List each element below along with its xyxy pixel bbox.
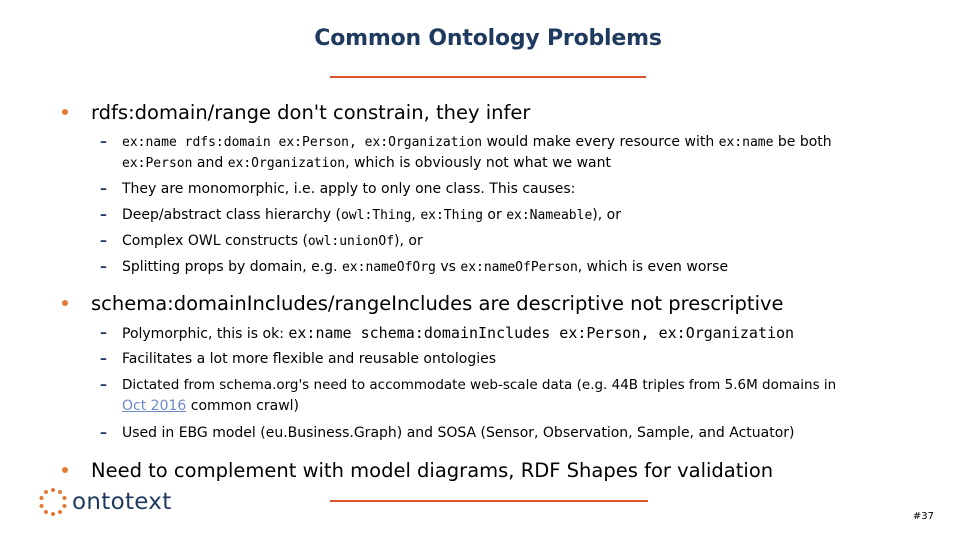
- code-snippet: ex:name schema:domainIncludes ex:Person, ex:Organization: [288, 324, 795, 342]
- logo-wordmark: ontotext: [72, 489, 172, 515]
- dash-icon: –: [100, 351, 107, 367]
- dash-icon: –: [100, 259, 107, 275]
- sub-bullet-text: Dictated from schema.org's need to accommodate web-scale data (e.g. 44B triples from 5.6M domains in: [122, 377, 837, 393]
- text-fragment: ), or: [394, 233, 423, 249]
- text-fragment: Deep/abstract class hierarchy (: [122, 207, 341, 223]
- text-fragment: Splitting props by domain, e.g.: [122, 259, 342, 275]
- dash-icon: –: [100, 233, 107, 249]
- oct-2016-link[interactable]: Oct 2016: [122, 398, 187, 414]
- bullet-dot-icon: [62, 109, 68, 115]
- footer-rule: [330, 500, 648, 502]
- code-snippet: ex:Person: [122, 156, 193, 171]
- bullet-text: Need to complement with model diagrams, RDF Shapes for validation: [91, 459, 774, 482]
- text-fragment: vs: [435, 259, 461, 275]
- bullet-dot-icon: [62, 467, 68, 473]
- code-snippet: ex:nameOfOrg: [341, 260, 436, 275]
- slide-title: Common Ontology Problems: [314, 26, 662, 51]
- bullet-dot-icon: [62, 300, 68, 306]
- ontotext-logo: [38, 486, 172, 518]
- code-snippet: ex:name: [718, 135, 774, 150]
- text-fragment: and: [192, 155, 228, 171]
- code-snippet: ex:nameOfPerson: [460, 260, 578, 275]
- sub-bullet-text: They are monomorphic, i.e. apply to only one class. This causes:: [122, 181, 576, 197]
- text-fragment: Complex OWL constructs (: [122, 233, 308, 249]
- text-fragment: common crawl): [186, 398, 300, 414]
- dash-icon: –: [100, 325, 107, 341]
- code-snippet: ex:name rdfs:domain ex:Person, ex:Organization: [122, 135, 483, 150]
- text-fragment: or: [482, 207, 507, 223]
- dash-icon: –: [100, 134, 107, 150]
- ontotext-dots-icon: [38, 487, 68, 517]
- dash-icon: –: [100, 181, 107, 197]
- text-fragment: would make every resource with: [482, 134, 719, 150]
- page-number: #37: [912, 511, 934, 522]
- text-fragment: ), or: [592, 207, 621, 223]
- bullet-text: schema:domainIncludes/rangeIncludes are descriptive not prescriptive: [91, 292, 784, 315]
- code-snippet: ex:Nameable: [506, 208, 593, 223]
- text-fragment: ,: [411, 207, 421, 223]
- title-underline: [330, 76, 646, 78]
- dash-icon: –: [100, 207, 107, 223]
- bullet-text: rdfs:domain/range don't constrain, they infer: [91, 101, 531, 124]
- code-snippet: ex:Organization: [227, 156, 346, 171]
- dash-icon: –: [100, 425, 107, 441]
- text-fragment: be both: [773, 134, 832, 150]
- code-snippet: ex:Thing: [420, 208, 483, 223]
- text-fragment: , which is obviously not what we want: [345, 155, 611, 171]
- text-fragment: , which is even worse: [577, 259, 729, 275]
- sub-bullet-text: Facilitates a lot more flexible and reusable ontologies: [122, 351, 497, 367]
- dash-icon: –: [100, 377, 107, 393]
- code-snippet: owl:Thing: [340, 208, 412, 223]
- sub-bullet-text: Used in EBG model (eu.Business.Graph) and SOSA (Sensor, Observation, Sample, and Actuator): [122, 425, 795, 441]
- code-snippet: owl:unionOf: [307, 234, 395, 249]
- text-fragment: Polymorphic, this is ok:: [122, 326, 289, 342]
